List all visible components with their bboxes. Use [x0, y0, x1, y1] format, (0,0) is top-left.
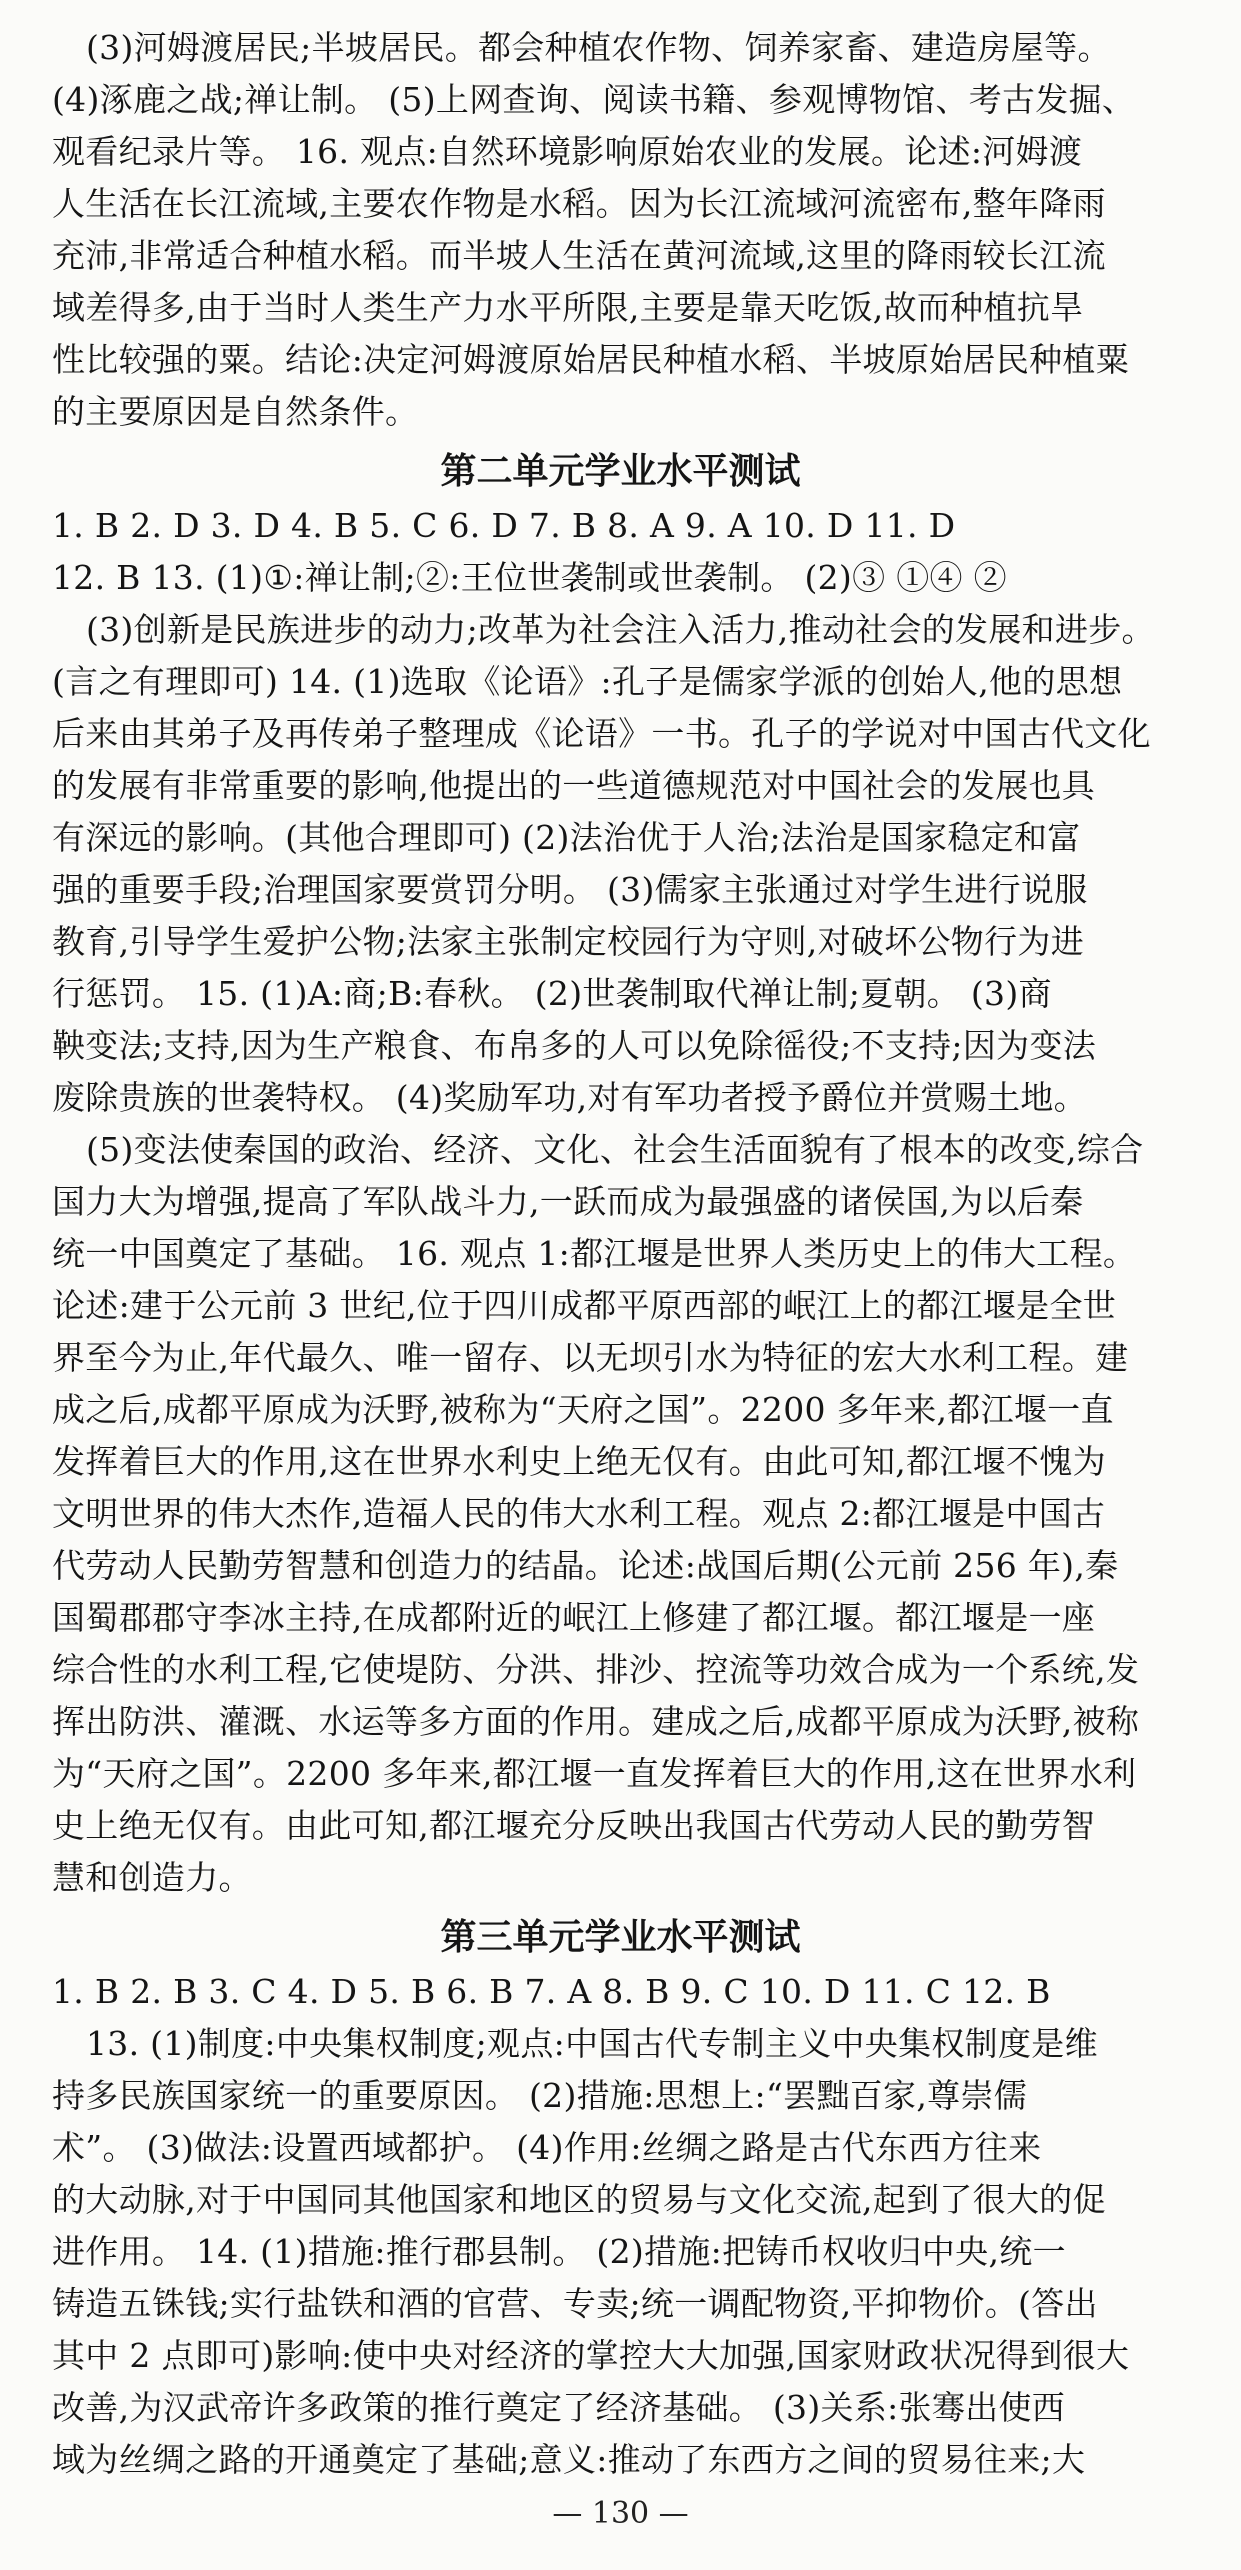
text-line: 统一中国奠定了基础。 16. 观点 1:都江堰是世界人类历史上的伟大工程。: [52, 1234, 1137, 1273]
text-line: 行惩罚。 15. (1)A:商;B:春秋。 (2)世袭制取代禅让制;夏朝。 (3)商: [52, 974, 1052, 1013]
text-line: 持多民族国家统一的重要原因。 (2)措施:思想上:“罢黜百家,尊崇儒: [52, 2076, 1028, 2115]
text-line: (言之有理即可) 14. (1)选取《论语》:孔子是儒家学派的创始人,他的思想: [52, 662, 1123, 701]
text-line: (5)变法使秦国的政治、经济、文化、社会生活面貌有了根本的改变,综合: [86, 1130, 1144, 1169]
text-line: 成之后,成都平原成为沃野,被称为“天府之国”。2200 多年来,都江堰一直: [52, 1390, 1114, 1429]
text-line: 为“天府之国”。2200 多年来,都江堰一直发挥着巨大的作用,这在世界水利: [52, 1754, 1137, 1793]
text-line: 12. B 13. (1)①:禅让制;②:王位世袭制或世袭制。 (2)③ ①④ ②: [52, 558, 1007, 597]
text-line: 挥出防洪、灌溉、水运等多方面的作用。建成之后,成都平原成为沃野,被称: [52, 1702, 1140, 1741]
text-line: 论述:建于公元前 3 世纪,位于四川成都平原西部的岷江上的都江堰是全世: [52, 1286, 1117, 1325]
text-line: 文明世界的伟大杰作,造福人民的伟大水利工程。观点 2:都江堰是中国古: [52, 1494, 1106, 1533]
answer-key-line: 1. B 2. B 3. C 4. D 5. B 6. B 7. A 8. B 9. C 10. D 11. C 12. B: [52, 1972, 1051, 2011]
answer-key-line: 1. B 2. D 3. D 4. B 5. C 6. D 7. B 8. A 9. A 10. D 11. D: [52, 506, 956, 545]
text-line: 界至今为止,年代最久、唯一留存、以无坝引水为特征的宏大水利工程。建: [52, 1338, 1129, 1377]
text-line: 充沛,非常适合种植水稻。而半坡人生活在黄河流域,这里的降雨较长江流: [52, 236, 1106, 275]
text-line: 术”。 (3)做法:设置西域都护。 (4)作用:丝绸之路是古代东西方往来: [52, 2128, 1042, 2167]
text-line: 其中 2 点即可)影响:使中央对经济的掌控大大加强,国家财政状况得到很大: [52, 2336, 1130, 2375]
text-line: 人生活在长江流域,主要农作物是水稻。因为长江流域河流密布,整年降雨: [52, 184, 1106, 223]
page-number: — 130 —: [552, 2496, 689, 2531]
text-line: (3)创新是民族进步的动力;改革为社会注入活力,推动社会的发展和进步。: [86, 610, 1155, 649]
text-line: 后来由其弟子及再传弟子整理成《论语》一书。孔子的学说对中国古代文化: [52, 714, 1151, 753]
text-line: 有深远的影响。(其他合理即可) (2)法治优于人治;法治是国家稳定和富: [52, 818, 1081, 857]
text-line: 慧和创造力。: [52, 1858, 252, 1897]
text-line: 的大动脉,对于中国同其他国家和地区的贸易与文化交流,起到了很大的促: [52, 2180, 1106, 2219]
text-line: 国力大为增强,提高了军队战斗力,一跃而成为最强盛的诸侯国,为以后秦: [52, 1182, 1084, 1221]
text-line: 强的重要手段;治理国家要赏罚分明。 (3)儒家主张通过对学生进行说服: [52, 870, 1088, 909]
text-line: 的发展有非常重要的影响,他提出的一些道德规范对中国社会的发展也具: [52, 766, 1096, 805]
text-line: 进作用。 14. (1)措施:推行郡县制。 (2)措施:把铸币权收归中央,统一: [52, 2232, 1066, 2271]
text-line: 教育,引导学生爱护公物;法家主张制定校园行为守则,对破坏公物行为进: [52, 922, 1084, 961]
text-line: 鞅变法;支持,因为生产粮食、布帛多的人可以免除徭役;不支持;因为变法: [52, 1026, 1097, 1065]
text-line: (4)涿鹿之战;禅让制。 (5)上网查询、阅读书籍、参观博物馆、考古发掘、: [52, 80, 1136, 119]
section-title: 第二单元学业水平测试: [440, 451, 801, 492]
text-line: 观看纪录片等。 16. 观点:自然环境影响原始农业的发展。论述:河姆渡: [52, 132, 1083, 171]
text-line: 性比较强的粟。结论:决定河姆渡原始居民种植水稻、半坡原始居民种植粟: [52, 340, 1130, 379]
text-line: 铸造五铢钱;实行盐铁和酒的官营、专卖;统一调配物资,平抑物价。(答出: [52, 2284, 1098, 2323]
text-line: 综合性的水利工程,它使堤防、分洪、排沙、控流等功效合成为一个系统,发: [52, 1650, 1140, 1689]
text-line: 的主要原因是自然条件。: [52, 392, 419, 431]
text-line: (3)河姆渡居民;半坡居民。都会种植农作物、饲养家畜、建造房屋等。: [86, 28, 1111, 67]
text-line: 13. (1)制度:中央集权制度;观点:中国古代专制主义中央集权制度是维: [86, 2024, 1098, 2063]
text-line: 改善,为汉武帝许多政策的推行奠定了经济基础。 (3)关系:张骞出使西: [52, 2388, 1066, 2427]
text-line: 国蜀郡郡守李冰主持,在成都附近的岷江上修建了都江堰。都江堰是一座: [52, 1598, 1096, 1637]
text-line: 废除贵族的世袭特权。 (4)奖励军功,对有军功者授予爵位并赏赐土地。: [52, 1078, 1087, 1117]
text-line: 史上绝无仅有。由此可知,都江堰充分反映出我国古代劳动人民的勤劳智: [52, 1806, 1096, 1845]
text-line: 域差得多,由于当时人类生产力水平所限,主要是靠天吃饭,故而种植抗旱: [52, 288, 1084, 327]
text-line: 发挥着巨大的作用,这在世界水利史上绝无仅有。由此可知,都江堰不愧为: [52, 1442, 1106, 1481]
section-title: 第三单元学业水平测试: [440, 1917, 801, 1958]
text-line: 域为丝绸之路的开通奠定了基础;意义:推动了东西方之间的贸易往来;大: [52, 2440, 1086, 2479]
text-line: 代劳动人民勤劳智慧和创造力的结晶。论述:战国后期(公元前 256 年),秦: [52, 1546, 1119, 1585]
